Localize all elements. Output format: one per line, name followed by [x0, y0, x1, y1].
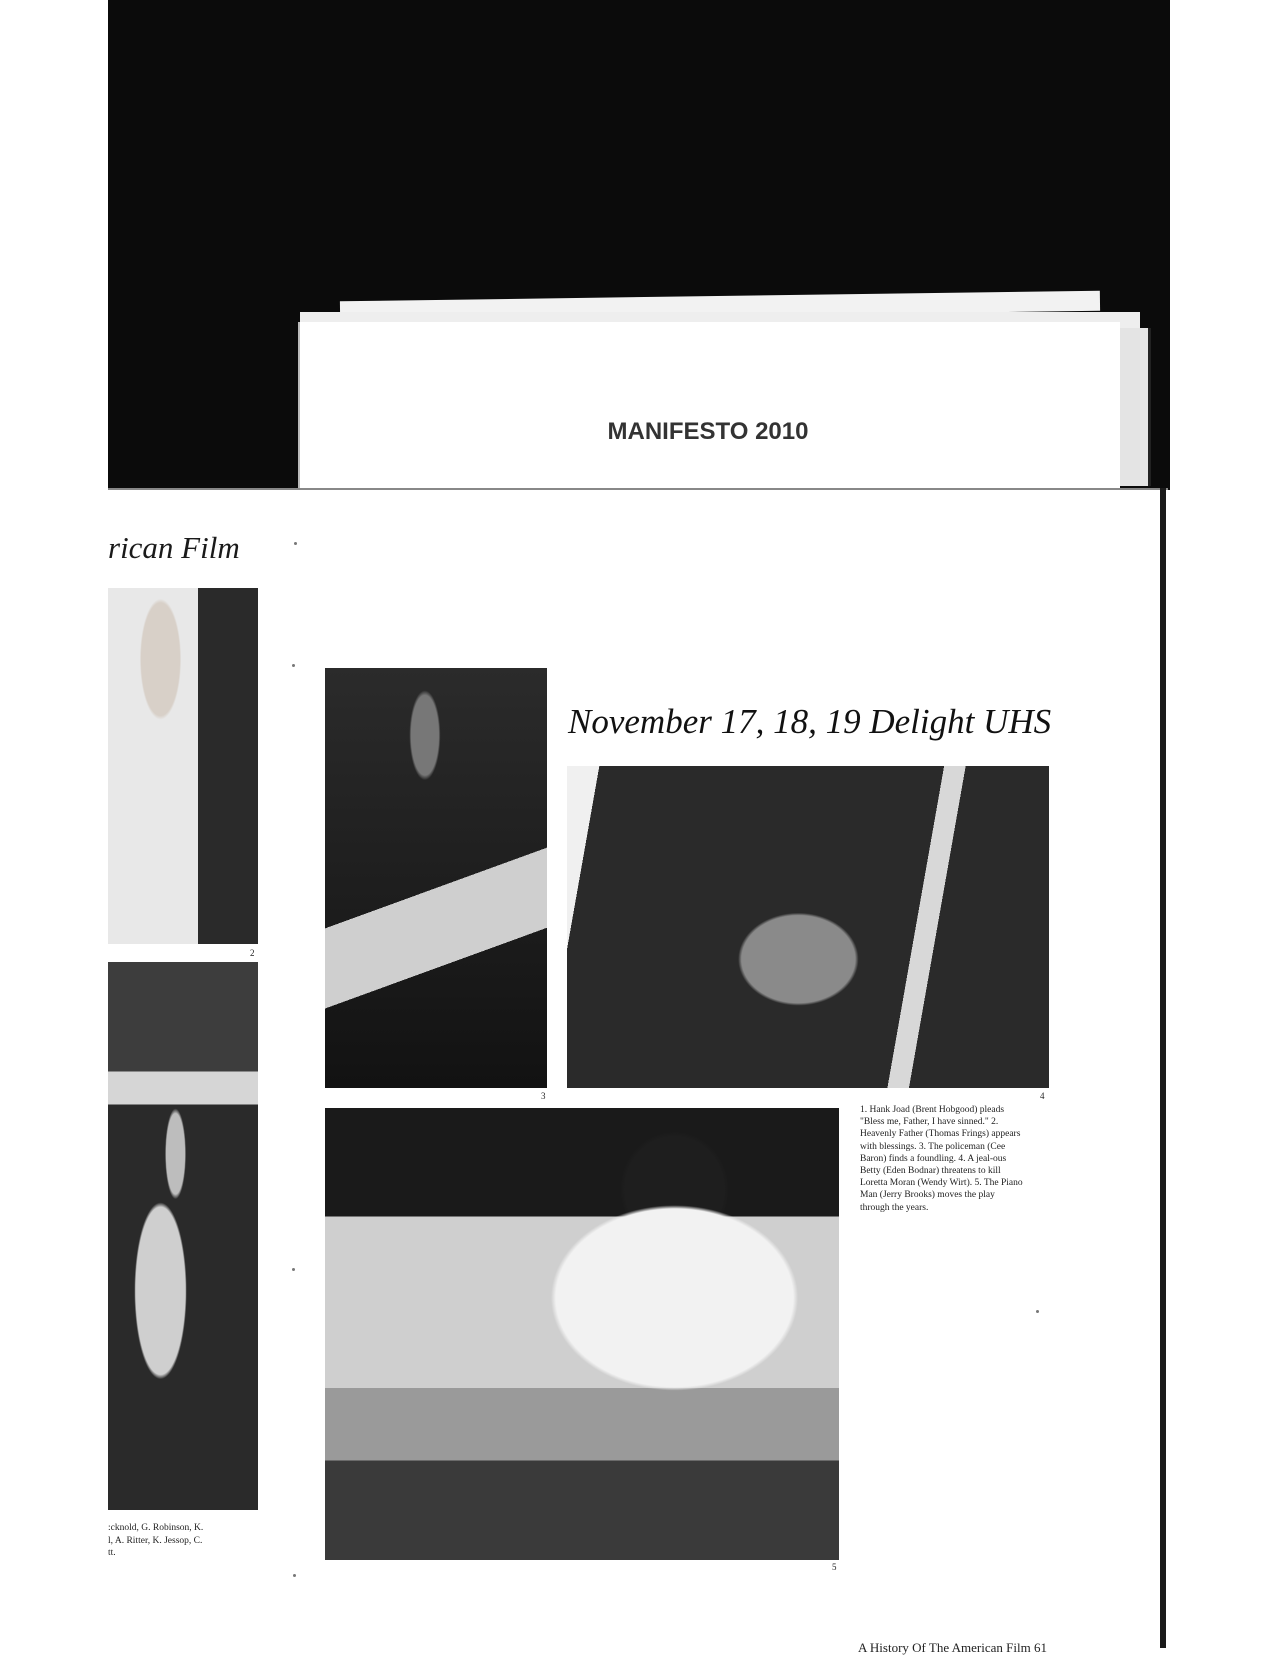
caption-line: :cknold, G. Robinson, K. [108, 1523, 204, 1533]
scan-speck [1036, 1310, 1039, 1313]
caption-line: tt. [108, 1548, 116, 1558]
right-margin [1170, 0, 1275, 1650]
left-photo-caption [108, 1522, 238, 1560]
photo-piano-man [325, 1108, 839, 1560]
page-top-edge [108, 488, 1168, 490]
scan-speck [293, 1574, 296, 1577]
photo-hank-joad [108, 588, 258, 944]
paper-sheet-edge [1118, 328, 1151, 486]
paper-sheet-front [298, 322, 1120, 488]
manifesto-label: MANIFESTO 2010 [607, 418, 809, 445]
photo-policeman [325, 668, 547, 1088]
scan-speck [292, 1268, 295, 1271]
photo-caption: 1. Hank Joad (Brent Hobgood) pleads "Bless me, Father, I have sinned." 2. Heavenly Father (Thomas Frings) appears with blessings. 3. The policeman (Cee Baron) finds a foundling. 4. A jeal-ous Betty (Eden Bodnar) threatens to kill Loretta Moran (Wendy Wirt). 5. The Piano Man (Jerry Brooks) moves the play through the years. [860, 1105, 1023, 1213]
photo-number: 4 [1040, 1091, 1045, 1101]
page-right-edge [1160, 488, 1166, 1648]
scan-speck [292, 664, 295, 667]
caption-line: l, A. Ritter, K. Jessop, C. [108, 1535, 203, 1546]
photo-cast-group [108, 962, 258, 1510]
page-title: November 17, 18, 19 Delight UHS [568, 702, 1052, 741]
photo-betty-loretta [567, 766, 1049, 1088]
photo-number: 2 [250, 948, 255, 958]
page-footer: A History Of The American Film 61 [858, 1640, 1047, 1655]
photo-number: 5 [832, 1562, 837, 1572]
scan-speck [294, 542, 297, 545]
left-margin [0, 0, 108, 1650]
photo-number: 3 [541, 1091, 546, 1101]
partial-page-title: rican Film [108, 530, 240, 565]
